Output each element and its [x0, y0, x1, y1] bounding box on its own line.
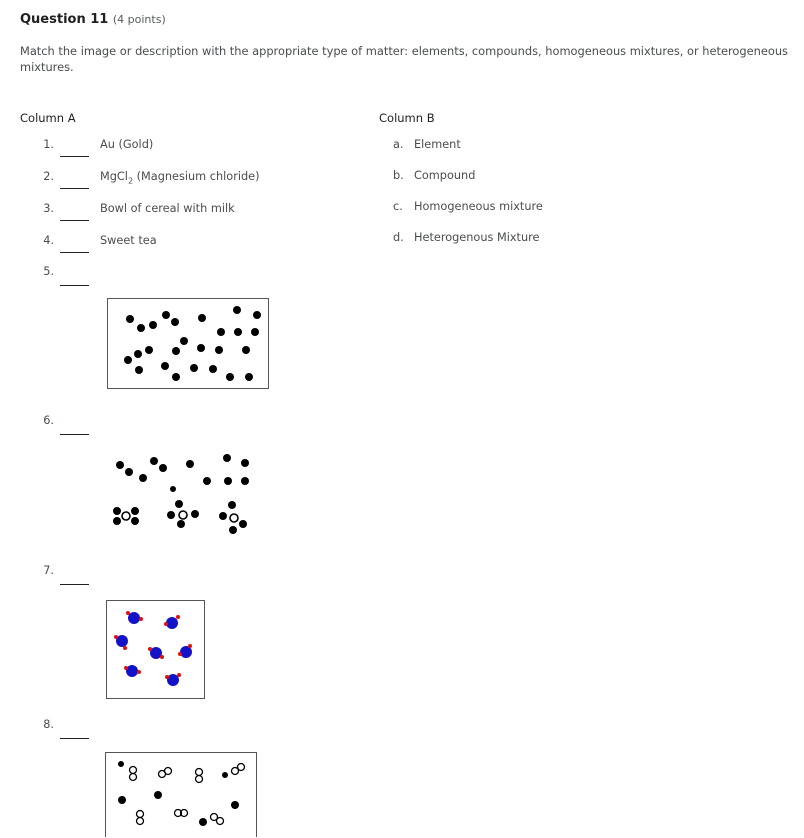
item-text-3: Bowl of cereal with milk [100, 202, 235, 215]
choice-letter: b. [393, 169, 404, 182]
question-title [20, 12, 166, 27]
formula-subscript: 2 [127, 176, 134, 186]
question-prompt: Match the image or description with the appropriate type of matter: elements, compounds, homogeneous mixtures, or heterogeneous mixtures. [20, 44, 788, 74]
mixed-atoms-molecules-image [105, 448, 255, 538]
item-number: 1. [43, 138, 54, 151]
choice-element: Element [414, 138, 461, 151]
item-number: 3. [43, 202, 54, 215]
item-number: 5. [43, 265, 54, 278]
choice-homogeneous-mixture: Homogeneous mixture [414, 200, 543, 213]
choice-compound: Compound [414, 169, 476, 182]
item-text-1: Au (Gold) [100, 138, 154, 151]
particle-diagram-7 [106, 600, 205, 699]
particle-diagram-6 [105, 448, 255, 538]
answer-blank-8[interactable] [60, 738, 89, 739]
particle-diagram-8 [105, 752, 257, 837]
question-number: Question 11 [20, 12, 109, 27]
answer-blank-2[interactable] [60, 188, 89, 189]
item-number: 8. [43, 718, 54, 731]
choice-heterogeneous-mixture: Heterogenous Mixture [414, 231, 540, 244]
formula-prefix: MgCl [100, 170, 128, 183]
column-a-header: Column A [20, 111, 76, 125]
item-text-4: Sweet tea [100, 234, 157, 247]
answer-blank-3[interactable] [60, 220, 89, 221]
answer-blank-1[interactable] [60, 156, 89, 157]
answer-blank-6[interactable] [60, 434, 89, 435]
question-points: (4 points) [112, 13, 166, 26]
item-number: 2. [43, 170, 54, 183]
answer-blank-4[interactable] [60, 252, 89, 253]
item-number: 4. [43, 234, 54, 247]
water-molecules-image [107, 601, 203, 697]
particle-diagram-5 [107, 298, 269, 389]
formula-suffix: (Magnesium chloride) [133, 170, 260, 183]
answer-blank-7[interactable] [60, 584, 89, 585]
answer-blank-5[interactable] [60, 285, 89, 286]
mixed-elements-molecules-image [106, 753, 255, 838]
item-number: 7. [43, 564, 54, 577]
item-text-2 [100, 170, 260, 185]
column-b-header: Column B [379, 111, 435, 125]
item-number: 6. [43, 414, 54, 427]
choice-letter: c. [393, 200, 403, 213]
choice-letter: d. [393, 231, 404, 244]
single-atoms-image [108, 299, 267, 387]
choice-letter: a. [393, 138, 404, 151]
